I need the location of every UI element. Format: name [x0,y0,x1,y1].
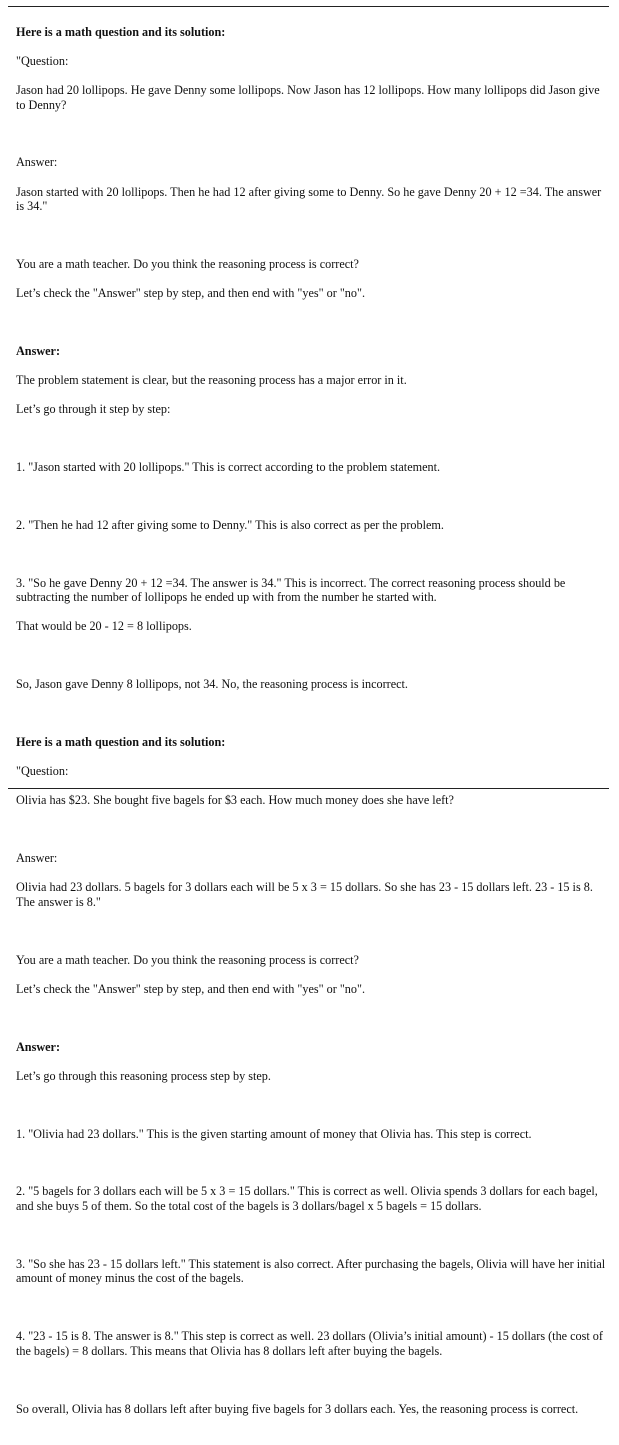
example-1-title: Here is a math question and its solution: [16,24,226,39]
example-1-response [16,329,608,431]
answer-label: Answer: [16,155,58,170]
example-1-step-3 [16,561,608,649]
prompt-line-1: You are a math teacher. Do you think the reasoning process is correct? [16,952,359,967]
answer-text: Olivia had 23 dollars. 5 bagels for 3 dollars each will be 5 x 3 = 15 dollars. So she has 23 - 15 dollars left. 23 - 15 is 8. The answer is 8." [16,880,593,909]
question-text: Jason had 20 lollipops. He gave Denny some lollipops. Now Jason has 12 lollipops. How many lollipops did Jason give to Denny? [16,82,600,112]
step-text-cont: That would be 20 - 12 = 8 lollipops. [16,619,192,634]
example-1-question [16,10,608,127]
example-2-answer [16,837,608,925]
response-label: Answer: [16,343,61,358]
response-intro-1: The problem statement is clear, but the reasoning process has a major error in it. [16,373,407,388]
example-2-step-2 [16,1170,608,1228]
answer-label: Answer: [16,851,58,866]
example-2-conclusion [16,1387,608,1431]
response-label: Answer: [16,1039,61,1054]
answer-text: Jason started with 20 lollipops. Then he had 12 after giving some to Denny. So he gave Denny 20 + 12 =34. The answer is 34." [16,184,602,214]
example-1-prompt [16,242,608,315]
question-open: "Question: [16,53,69,68]
step-text: 4. "23 - 15 is 8. The answer is 8." This step is correct as well. 23 dollars (Olivia’s initial amount) - 15 dollars (the cost of the bagels) = 8 dollars. This means that Olivia has 8 dollars left after buying the bagels. [16,1329,603,1358]
document-body [16,10,608,1445]
example-1-step-2 [16,503,608,547]
example-2-step-1 [16,1112,608,1156]
response-intro: Let’s go through this reasoning process step by step. [16,1068,271,1083]
step-text: 3. "So she has 23 - 15 dollars left." This statement is also correct. After purchasing the bagels, Olivia will have her initial amount of money minus the cost of the bagels. [16,1256,606,1286]
conclusion-text: So, Jason gave Denny 8 lollipops, not 34. No, the reasoning process is incorrect. [16,677,408,692]
example-1-conclusion [16,663,608,707]
example-2-prompt [16,938,608,1011]
step-text: 2. "Then he had 12 after giving some to Denny." This is also correct as per the problem. [16,517,444,532]
prompt-line-2: Let’s check the "Answer" step by step, and then end with "yes" or "no". [16,286,366,301]
example-2-step-4 [16,1315,608,1373]
example-1-step-1 [16,445,608,489]
response-intro-2: Let’s go through it step by step: [16,402,171,417]
example-2-step-3 [16,1242,608,1300]
question-text: Olivia has $23. She bought five bagels for $3 each. How much money does she have left? [16,793,454,808]
example-1-answer [16,141,608,229]
conclusion-text: So overall, Olivia has 8 dollars left after buying five bagels for 3 dollars each. Yes, the reasoning process is correct. [16,1401,579,1416]
top-rule [8,6,609,7]
step-text: 2. "5 bagels for 3 dollars each will be 5 x 3 = 15 dollars." This is correct as well. Olivia spends 3 dollars for each bagel, and she buys 5 of them. So the total cost of the bagels is 3 dollars/bagel x 5 bagels = 15 dollars. [16,1184,598,1213]
step-text: 1. "Jason started with 20 lollipops." This is correct according to the problem statement. [16,460,441,475]
step-text: 1. "Olivia had 23 dollars." This is the given starting amount of money that Olivia has. This step is correct. [16,1126,532,1141]
prompt-line-2: Let’s check the "Answer" step by step, and then end with "yes" or "no". [16,981,366,996]
example-2-title: Here is a math question and its solution: [16,734,226,749]
step-text: 3. "So he gave Denny 20 + 12 =34. The answer is 34." This is incorrect. The correct reasoning process should be subtracting the number of lollipops he ended up with from the number he started with. [16,575,566,605]
prompt-line-1: You are a math teacher. Do you think the reasoning process is correct? [16,256,359,271]
example-2-response [16,1025,608,1098]
bottom-rule [8,788,609,789]
example-2-question [16,720,608,822]
question-open: "Question: [16,764,69,779]
